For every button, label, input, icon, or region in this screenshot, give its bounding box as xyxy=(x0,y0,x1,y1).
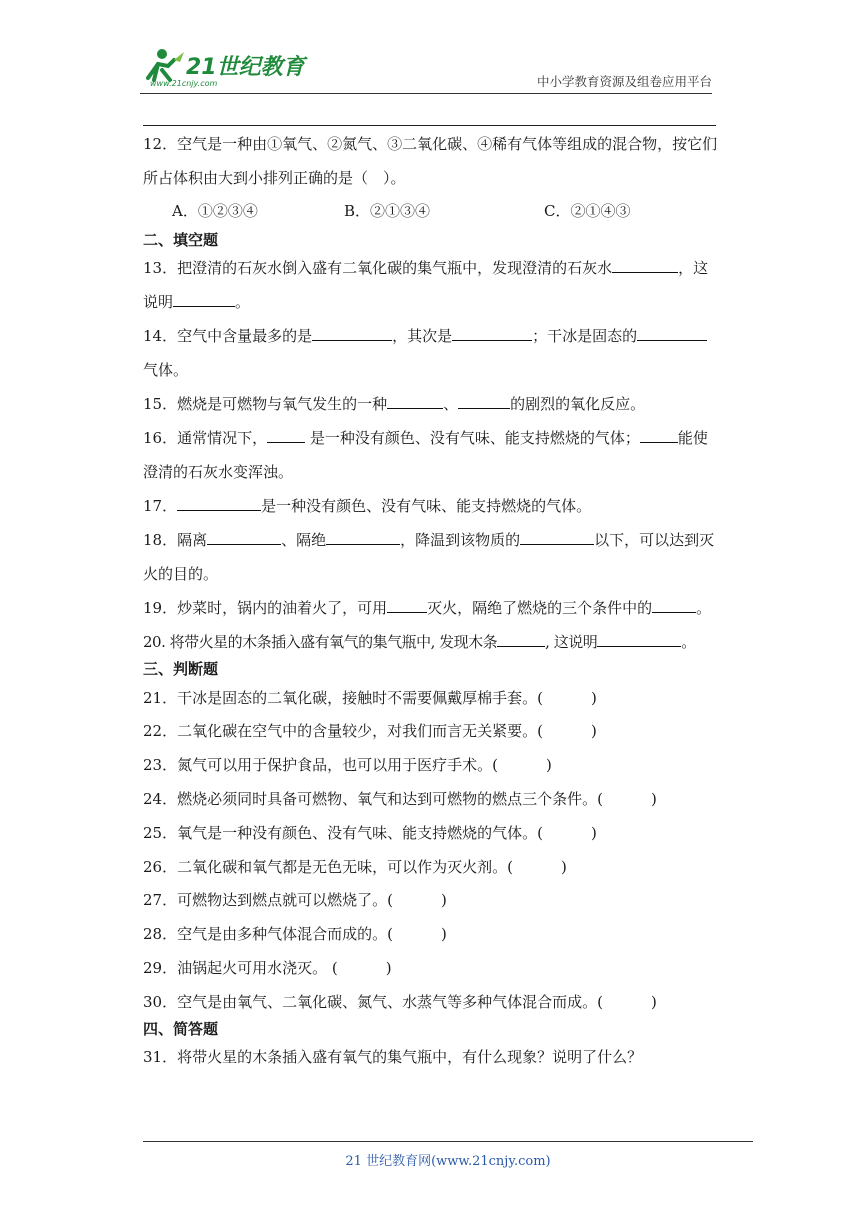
q20-text-a: 20. 将带火星的木条插入盛有氧气的集气瓶中, 发现木条 xyxy=(143,633,498,651)
q15-line xyxy=(143,394,645,414)
header-divider xyxy=(140,93,712,94)
q18-text-c: ，降温到该物质的 xyxy=(400,531,521,549)
q24-close: ) xyxy=(650,790,657,808)
logo-url: www.21cnjy.com xyxy=(150,79,218,88)
q18-text-d: 以下，可以达到灭 xyxy=(594,531,715,549)
footer-text[interactable]: 21 世纪教育网(www.21cnjy.com) xyxy=(345,1154,551,1169)
q19-text-b: 灭火，隔绝了燃烧的三个条件中的 xyxy=(427,599,653,617)
q22-text: 22．二氧化碳在空气中的含量较少，对我们而言无关紧要。( xyxy=(143,722,543,740)
q18-blank-2[interactable] xyxy=(326,530,400,545)
q16-blank-1[interactable] xyxy=(267,428,305,443)
logo-runner-icon xyxy=(140,40,310,92)
q29-text: 29．油锅起火可用水浇灭。 ( xyxy=(143,959,338,977)
q12-option-c: C．②①④③ xyxy=(544,202,631,220)
q14-text-c: ；干冰是固态的 xyxy=(532,327,638,345)
q14-line2: 气体。 xyxy=(143,361,189,379)
q18-blank-3[interactable] xyxy=(520,530,594,545)
q31-line: 31．将带火星的木条插入盛有氧气的集气瓶中，有什么现象？说明了什么？ xyxy=(143,1048,643,1066)
q13-line2 xyxy=(143,292,250,312)
q28-close: ) xyxy=(440,925,447,943)
q29-line xyxy=(143,958,392,978)
q30-close: ) xyxy=(650,993,657,1011)
q23-text: 23．氮气可以用于保护食品，也可以用于医疗手术。( xyxy=(143,756,498,774)
q19-line xyxy=(143,598,711,618)
q21-line xyxy=(143,688,597,708)
q27-text: 27．可燃物达到燃点就可以燃烧了。( xyxy=(143,891,393,909)
section-fill-title: 二、填空题 xyxy=(143,231,219,249)
q20-line xyxy=(143,632,696,652)
q20-blank-2[interactable] xyxy=(597,632,681,647)
q20-blank-1[interactable] xyxy=(497,632,545,647)
q13-text-c: 说明 xyxy=(143,293,174,311)
q18-line2: 火的目的。 xyxy=(143,565,219,583)
q19-blank-1[interactable] xyxy=(387,598,427,613)
q16-text-c: 能使 xyxy=(677,429,708,447)
q17-blank-1[interactable] xyxy=(177,496,261,511)
q20-text-c: 。 xyxy=(681,633,696,651)
footer-divider xyxy=(143,1141,753,1142)
q15-text-b: 、 xyxy=(443,395,459,413)
q25-text: 25．氧气是一种没有颜色、没有气味、能支持燃烧的气体。( xyxy=(143,824,543,842)
q19-blank-2[interactable] xyxy=(652,598,696,613)
q22-close: ) xyxy=(590,722,597,740)
q14-text-b: ，其次是 xyxy=(392,327,453,345)
q12-line2: 所占体积由大到小排列正确的是（ ）。 xyxy=(143,169,406,187)
q14-blank-3[interactable] xyxy=(637,326,707,341)
q26-text: 26．二氧化碳和氧气都是无色无味，可以作为灭火剂。( xyxy=(143,858,513,876)
q26-close: ) xyxy=(560,858,567,876)
q13-blank-2[interactable] xyxy=(173,292,235,307)
top-rule xyxy=(143,125,716,126)
q27-close: ) xyxy=(440,891,447,909)
q28-text: 28．空气是由多种气体混合而成的。( xyxy=(143,925,393,943)
q15-text-a: 15．燃烧是可燃物与氧气发生的一种 xyxy=(143,395,388,413)
q16-line1 xyxy=(143,428,708,448)
q25-close: ) xyxy=(590,824,597,842)
q17-line xyxy=(143,496,591,516)
q16-line2: 澄清的石灰水变浑浊。 xyxy=(143,463,294,481)
header-platform-text: 中小学教育资源及组卷应用平台 xyxy=(536,74,712,89)
q25-line xyxy=(143,823,597,843)
q12-line1: 12．空气是一种由①氧气、②氮气、③二氧化碳、④稀有气体等组成的混合物，按它们 xyxy=(143,135,718,153)
q18-line1 xyxy=(143,530,714,550)
q16-blank-2[interactable] xyxy=(640,428,678,443)
q20-text-b: , 这说明 xyxy=(545,633,598,651)
q17-text-a: 17． xyxy=(143,497,178,515)
q17-text-b: 是一种没有颜色、没有气味、能支持燃烧的气体。 xyxy=(261,497,592,515)
section-short-title: 四、简答题 xyxy=(143,1020,219,1038)
q12-option-b: B．②①③④ xyxy=(344,202,431,220)
q21-text: 21．干冰是固态的二氧化碳，接触时不需要佩戴厚棉手套。( xyxy=(143,689,543,707)
q15-blank-2[interactable] xyxy=(458,394,510,409)
q13-text-d: 。 xyxy=(235,293,251,311)
q23-line xyxy=(143,755,552,775)
q15-blank-1[interactable] xyxy=(387,394,443,409)
q26-line xyxy=(143,857,567,877)
q14-text-a: 14．空气中含量最多的是 xyxy=(143,327,313,345)
q13-text-a: 13．把澄清的石灰水倒入盛有二氧化碳的集气瓶中，发现澄清的石灰水 xyxy=(143,259,613,277)
q14-blank-1[interactable] xyxy=(312,326,392,341)
q27-line xyxy=(143,890,447,910)
q18-blank-1[interactable] xyxy=(207,530,281,545)
q16-text-b: 是一种没有颜色、没有气味、能支持燃烧的气体； xyxy=(305,429,640,447)
q15-text-c: 的剧烈的氧化反应。 xyxy=(510,395,646,413)
q14-blank-2[interactable] xyxy=(452,326,532,341)
q13-blank-1[interactable] xyxy=(612,258,678,273)
q23-close: ) xyxy=(545,756,552,774)
q14-line1 xyxy=(143,326,707,346)
q18-text-a: 18．隔离 xyxy=(143,531,208,549)
q30-line xyxy=(143,992,657,1012)
q18-text-b: 、隔绝 xyxy=(281,531,327,549)
q12-option-a: A．①②③④ xyxy=(172,202,258,220)
q28-line xyxy=(143,924,447,944)
q24-line xyxy=(143,789,657,809)
q21-close: ) xyxy=(590,689,597,707)
q22-line xyxy=(143,721,597,741)
q30-text: 30．空气是由氧气、二氧化碳、氮气、水蒸气等多种气体混合而成。( xyxy=(143,993,603,1011)
q16-text-a: 16．通常情况下， xyxy=(143,429,268,447)
logo-text: 21世纪教育 xyxy=(186,55,305,80)
q13-text-b: ，这 xyxy=(678,259,709,277)
q13-line1 xyxy=(143,258,708,278)
q19-text-c: 。 xyxy=(696,599,712,617)
q29-close: ) xyxy=(385,959,392,977)
logo xyxy=(140,40,310,92)
q24-text: 24．燃烧必须同时具备可燃物、氧气和达到可燃物的燃点三个条件。( xyxy=(143,790,603,808)
section-judge-title: 三、判断题 xyxy=(143,660,219,678)
q19-text-a: 19．炒菜时，锅内的油着火了，可用 xyxy=(143,599,388,617)
